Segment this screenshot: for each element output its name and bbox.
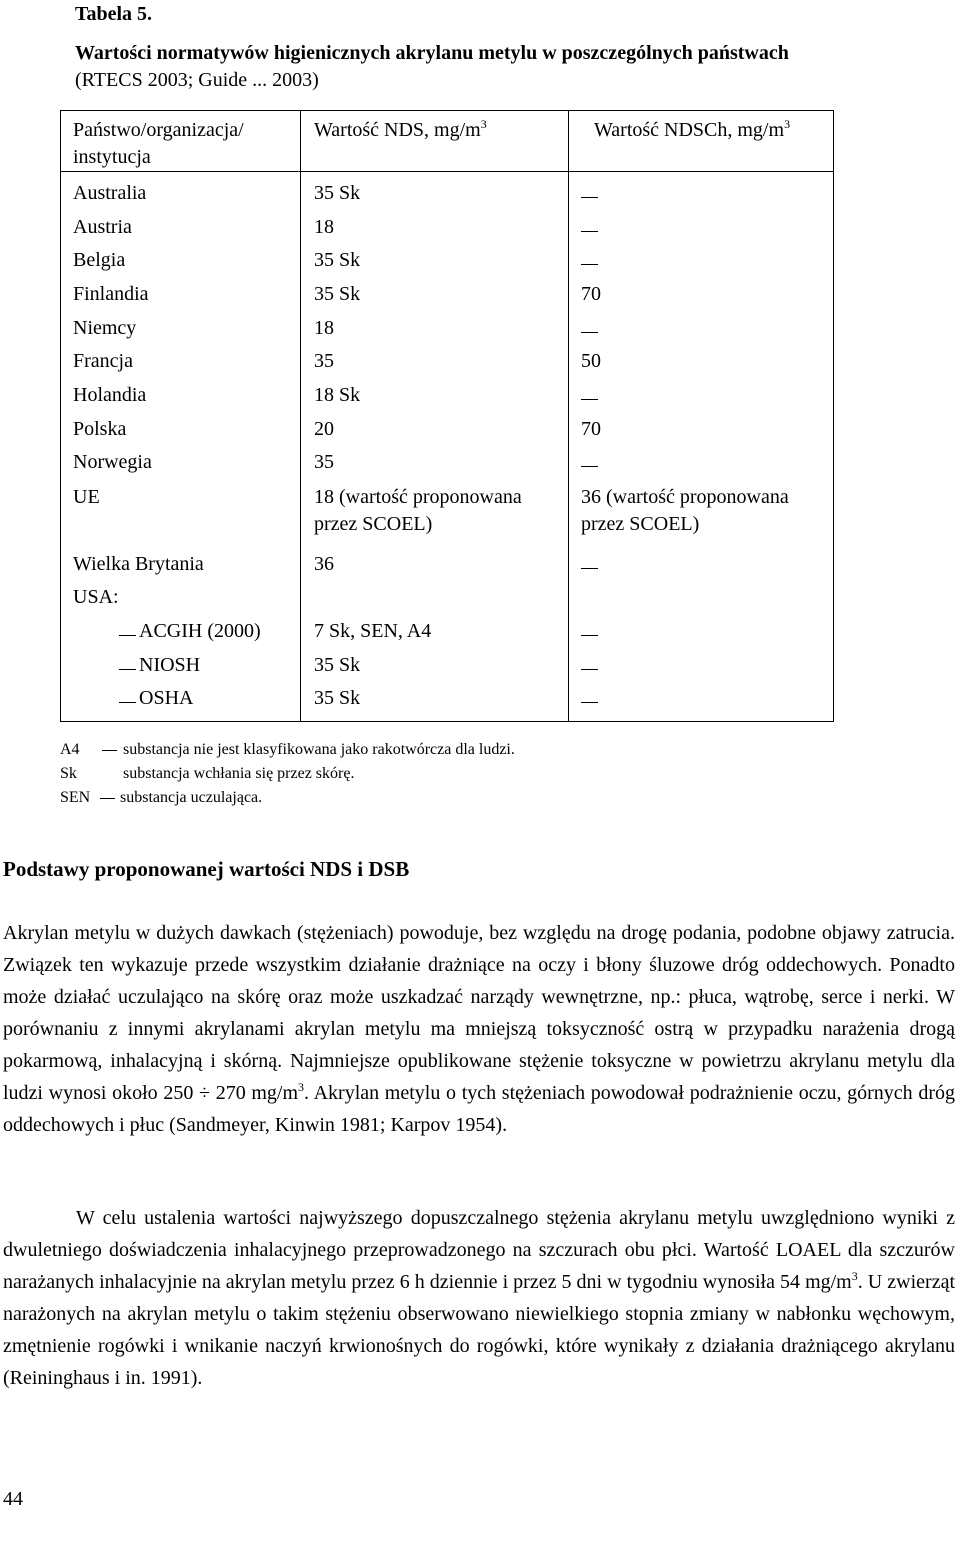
dash-icon	[581, 669, 598, 670]
page-number: 44	[3, 1488, 23, 1510]
table-row-country: Niemcy	[73, 317, 137, 339]
table-row-ndsch	[581, 484, 789, 538]
paragraph-2-rest: . U zwierząt narażonych na akrylan metylu o takim stężeniu obserwowano niewielkiego stopnia zmiany w nabłonku węchowym, zmętnienie rogówki i wnikanie naczyń krwionośnych do rogówki, które wynikały z działania drażniącego akrylanu (Reininghaus i in. 1991).	[3, 1271, 955, 1389]
table-row-nds	[314, 484, 522, 538]
table-row-nds: 7 Sk, SEN, A4	[314, 620, 432, 642]
table-row-ndsch: 50	[581, 350, 601, 372]
table-row-country: ACGIH (2000)	[139, 620, 261, 642]
dash-icon	[119, 669, 136, 670]
paragraph-1-sup: 3	[298, 1080, 305, 1094]
table-row-ndsch: 70	[581, 283, 601, 305]
column-divider-1	[300, 111, 301, 721]
header-ndsch-sup: 3	[784, 117, 791, 131]
paragraph-2-text: W celu ustalenia wartości najwyższego dopuszczalnego stężenia akrylanu metylu uwzględniono wyniki z dwuletniego doświadczenia inhalacyjnego przeprowadzonego na szczurach obu płci. Wartość LOAEL dla szczurów narażanych inhalacyjnie na akrylan metylu przez 6 h dziennie i przez 5 dni w tygodniu wynosiła 54 mg/m	[3, 1207, 955, 1293]
table-row-nds: 18	[314, 216, 334, 238]
header-nds-sup: 3	[480, 117, 487, 131]
table-row-nds: 35 Sk	[314, 283, 361, 305]
table-row-nds: 35 Sk	[314, 182, 361, 204]
dash-icon	[581, 332, 598, 333]
paragraph-1	[3, 917, 955, 1141]
table-row-country: Australia	[73, 182, 147, 204]
table-row-country: UE	[73, 486, 100, 508]
table-row-nds: 36	[314, 553, 334, 575]
table-row-country: Francja	[73, 350, 133, 372]
table-row-country: Belgia	[73, 249, 126, 271]
ndsch-line1: 36 (wartość proponowana	[581, 486, 789, 508]
table-row-country: Norwegia	[73, 451, 152, 473]
dash-icon	[100, 798, 115, 799]
header-divider	[61, 171, 833, 172]
header-ndsch	[594, 117, 790, 144]
dash-icon	[581, 702, 598, 703]
limits-table	[60, 110, 834, 722]
table-row-nds: 18	[314, 317, 334, 339]
paragraph-1-value: 270 mg/m	[215, 1082, 299, 1104]
table-row-country: Austria	[73, 216, 132, 238]
header-ndsch-text: Wartość NDSCh, mg/m	[594, 119, 785, 141]
table-row-country: Wielka Brytania	[73, 553, 204, 575]
table-source: (RTECS 2003; Guide ... 2003)	[75, 69, 319, 91]
table-row-nds: 20	[314, 418, 334, 440]
table-title-text: Wartości normatywów higienicznych akrylanu metylu w poszczególnych państwach	[75, 42, 789, 64]
table-row-nds: 35 Sk	[314, 687, 361, 709]
paragraph-1-rest: . Akrylan metylu o tych stężeniach powodował podrażnienie oczu, górnych dróg oddechowych i płuc (Sandmeyer, Kinwin 1981; Karpov 1954).	[3, 1082, 955, 1136]
column-divider-2	[568, 111, 569, 721]
table-row-nds: 35	[314, 350, 334, 372]
header-nds-text: Wartość NDS, mg/m	[314, 119, 481, 141]
dash-icon	[119, 702, 136, 703]
note-text: substancja nie jest klasyfikowana jako rakotwórcza dla ludzi.	[123, 741, 515, 758]
dash-icon	[119, 635, 136, 636]
note-abbr: SEN	[60, 789, 91, 806]
note-abbr: A4	[60, 741, 80, 758]
header-country-line2: instytucja	[73, 146, 151, 168]
table-title	[75, 40, 960, 94]
section-title: Podstawy proponowanej wartości NDS i DSB	[3, 857, 410, 881]
table-row-country: USA:	[73, 586, 119, 608]
table-row-nds: 35 Sk	[314, 249, 361, 271]
table-row-country: NIOSH	[139, 654, 201, 676]
dash-icon	[581, 197, 598, 198]
table-row-nds: 18 Sk	[314, 384, 361, 406]
table-row-country: Finlandia	[73, 283, 149, 305]
nds-line1: 18 (wartość proponowana	[314, 486, 522, 508]
dash-icon	[581, 466, 598, 467]
dash-icon	[581, 399, 598, 400]
table-row-country: Polska	[73, 418, 127, 440]
paragraph-1-text: Akrylan metylu w dużych dawkach (stężeniach) powoduje, bez względu na drogę podania, podobne objawy zatrucia. Związek ten wykazuje przede wszystkim działanie drażniące na oczy i błony śluzowe dróg oddechowych. Ponadto może działać uczulająco na skórę oraz może uszkadzać narządy wewnętrzne, np.: płuca, wątrobę, serce i nerki. W porównaniu z innymi akrylanami akrylan metylu ma mniejszą toksyczność ostrą w przypadku narażenia drogą pokarmową, inhalacyjną i skórną. Najmniejsze opublikowane stężenie toksyczne w powietrzu akrylanu metylu dla ludzi wynosi około 250	[3, 922, 955, 1104]
paragraph-2-sup: 3	[851, 1269, 858, 1283]
note-text: substancja wchłania się przez skórę.	[123, 765, 355, 782]
table-row-nds: 35	[314, 451, 334, 473]
dash-icon	[581, 264, 598, 265]
table-label: Tabela 5.	[75, 3, 153, 25]
dash-icon	[102, 750, 117, 751]
paragraph-2	[3, 1202, 955, 1394]
dash-icon	[581, 635, 598, 636]
header-nds	[314, 117, 487, 144]
ndsch-line2: przez SCOEL)	[581, 513, 700, 535]
note-abbr: Sk	[60, 765, 77, 782]
header-country	[73, 117, 244, 171]
table-row-country: Holandia	[73, 384, 147, 406]
header-country-line1: Państwo/organizacja/	[73, 119, 244, 141]
table-row-ndsch: 70	[581, 418, 601, 440]
nds-line2: przez SCOEL)	[314, 513, 433, 535]
table-row-nds: 35 Sk	[314, 654, 361, 676]
range-sign: ÷	[199, 1082, 211, 1104]
dash-icon	[581, 568, 598, 569]
dash-icon	[581, 231, 598, 232]
note-text: substancja uczulająca.	[120, 789, 263, 806]
table-row-country: OSHA	[139, 687, 194, 709]
